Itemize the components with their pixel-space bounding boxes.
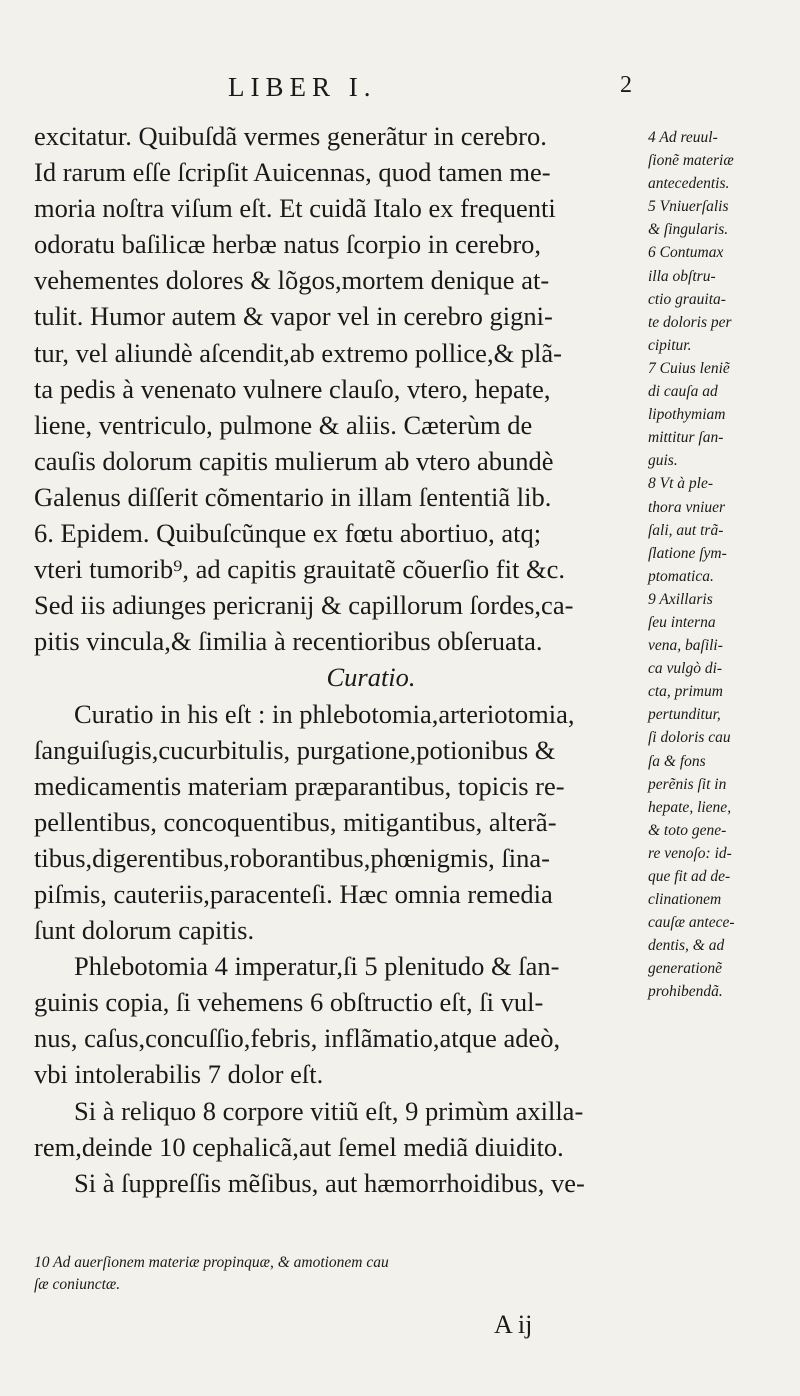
text-line: vbi intolerabilis 7 dolor eſt. — [34, 1059, 324, 1090]
margin-note-line: ſlatione ſym- — [648, 544, 727, 562]
margin-note-line: ctio grauita- — [648, 290, 726, 308]
margin-note-line: cta, primum — [648, 683, 723, 701]
margin-note-line: te doloris per — [648, 313, 732, 331]
margin-note-line: 4 Ad reuul- — [648, 129, 718, 146]
margin-note-line: di cauſa ad — [648, 383, 718, 401]
margin-note-line: guis. — [648, 452, 678, 470]
main-text-column — [34, 118, 648, 1201]
margin-note-line: que fit ad de- — [648, 868, 731, 885]
text-line: ta pedis à venenato vulnere clauſo, vtero, hepate, — [34, 373, 551, 404]
text-line: vteri tumorib⁹, ad capitis grauitatẽ cõuerſio fit &c. — [34, 554, 565, 585]
text-line: Id rarum eſſe ſcripſit Auicennas, quod tamen me- — [34, 157, 551, 188]
text-line: medicamentis materiam præparantibus, topicis re- — [34, 770, 565, 801]
margin-note-line: dentis, & ad — [648, 937, 725, 955]
margin-note-line: generationẽ — [648, 960, 723, 978]
text-line: 6. Epidem. Quibuſcũnque ex fœtu abortiuo, atq; — [34, 518, 542, 549]
text-line: Si à ſuppreſſis mẽſibus, aut hæmorrhoidibus, ve- — [74, 1167, 585, 1198]
text-line: rem,deinde 10 cephalicã,aut ſemel mediã diuidito. — [34, 1131, 564, 1162]
text-line: tur, vel aliundè aſcendit,ab extremo pollice,& plã- — [34, 337, 563, 368]
margin-notes — [648, 126, 798, 1004]
text-line: excitatur. Quibuſdã vermes generãtur in cerebro. — [34, 121, 547, 151]
text-line: ſunt dolorum capitis. — [34, 915, 255, 946]
text-line: Sed iis adiunges pericranij & capillorum ſordes,ca- — [34, 590, 574, 621]
margin-note-line: cipitur. — [648, 336, 692, 354]
margin-note-line: perẽnis ſit in — [648, 775, 727, 793]
running-head: LIBER I. — [228, 72, 377, 102]
text-line: moria noſtra viſum eſt. Et cuidã Italo ex frequenti — [34, 193, 556, 224]
page-number: 2 — [620, 72, 632, 98]
margin-note-line: 5 Vniuerſalis — [648, 198, 729, 216]
margin-note-line: vena, baſili- — [648, 637, 723, 655]
margin-note-line: clinationem — [648, 891, 722, 909]
text-line: ſanguiſugis,cucurbitulis, purgatione,potionibus & — [34, 734, 556, 765]
text-line: piſmis, cauteriis,paracenteſi. Hæc omnia remedia — [34, 878, 553, 909]
margin-note-line: 9 Axillaris — [648, 590, 713, 608]
text-line: pellentibus, concoquentibus, mitigantibus, alterã- — [34, 806, 557, 837]
page-header — [0, 72, 800, 112]
text-line: Galenus diſſerit cõmentario in illam ſententiã lib. — [34, 481, 552, 512]
margin-note-line: lipothymiam — [648, 406, 726, 424]
margin-note-line: pertunditur, — [648, 706, 721, 724]
text-line: tulit. Humor autem & vapor vel in cerebro gigni- — [34, 301, 553, 332]
margin-note-line: ſi doloris cau — [648, 729, 731, 747]
text-line: odoratu baſilicæ herbæ natus ſcorpio in cerebro, — [34, 229, 542, 260]
margin-note-line: 6 Contumax — [648, 244, 724, 262]
margin-note-line: 8 Vt à ple- — [648, 475, 713, 493]
margin-note-line: ptomatica. — [648, 567, 714, 585]
margin-note-line: & ſingularis. — [648, 221, 729, 239]
margin-note-line: & toto gene- — [648, 821, 727, 839]
text-line: pitis vincula,& ſimilia à recentioribus obſeruata. — [34, 626, 543, 657]
section-heading: Curatio. — [326, 662, 416, 693]
text-line: guinis copia, ſi vehemens 6 obſtructio eſt, ſi vul- — [34, 987, 544, 1018]
footnote-line: ſæ coniunctæ. — [34, 1276, 121, 1293]
margin-note-line: cauſæ antece- — [648, 914, 735, 932]
margin-note-line: thora vniuer — [648, 498, 726, 516]
margin-note-line: hepate, liene, — [648, 798, 732, 816]
margin-note-line: prohibendã. — [648, 983, 723, 1001]
margin-note-line: illa obſtru- — [648, 267, 716, 285]
margin-note-line: ſa & fons — [648, 752, 706, 770]
text-line: cauſis dolorum capitis mulierum ab vtero abundè — [34, 445, 554, 476]
footnote-line: 10 Ad auerſionem materiæ propinquæ, & amotionem cau — [34, 1254, 389, 1271]
margin-note-line: ſeu interna — [648, 613, 716, 631]
text-line: Phlebotomia 4 imperatur,ſi 5 plenitudo & ſan- — [74, 951, 560, 982]
text-line: tibus,digerentibus,roborantibus,phœnigmis, ſina- — [34, 842, 550, 873]
text-line: liene, ventriculo, pulmone & aliis. Cæterùm de — [34, 409, 533, 440]
text-line: vehementes dolores & lõgos,mortem denique at- — [34, 265, 550, 296]
margin-note-line: re venoſo: id- — [648, 844, 732, 862]
margin-note-line: antecedentis. — [648, 175, 730, 193]
margin-note-line: 7 Cuius leniẽ — [648, 359, 730, 377]
margin-note-line: ca vulgò di- — [648, 660, 723, 678]
margin-note-line: ſali, aut trã- — [648, 521, 724, 539]
signature-mark: A ij — [494, 1310, 533, 1339]
footnote — [34, 1252, 644, 1296]
margin-note-line: mittitur ſan- — [648, 429, 724, 447]
text-line: Curatio in his eſt : in phlebotomia,arteriotomia, — [74, 698, 575, 729]
margin-note-line: ſionẽ materiæ — [648, 152, 734, 170]
text-line: nus, caſus,concuſſio,febris, inflãmatio,atque adeò, — [34, 1023, 561, 1054]
text-line: Si à reliquo 8 corpore vitiũ eſt, 9 primùm axilla- — [74, 1095, 584, 1126]
